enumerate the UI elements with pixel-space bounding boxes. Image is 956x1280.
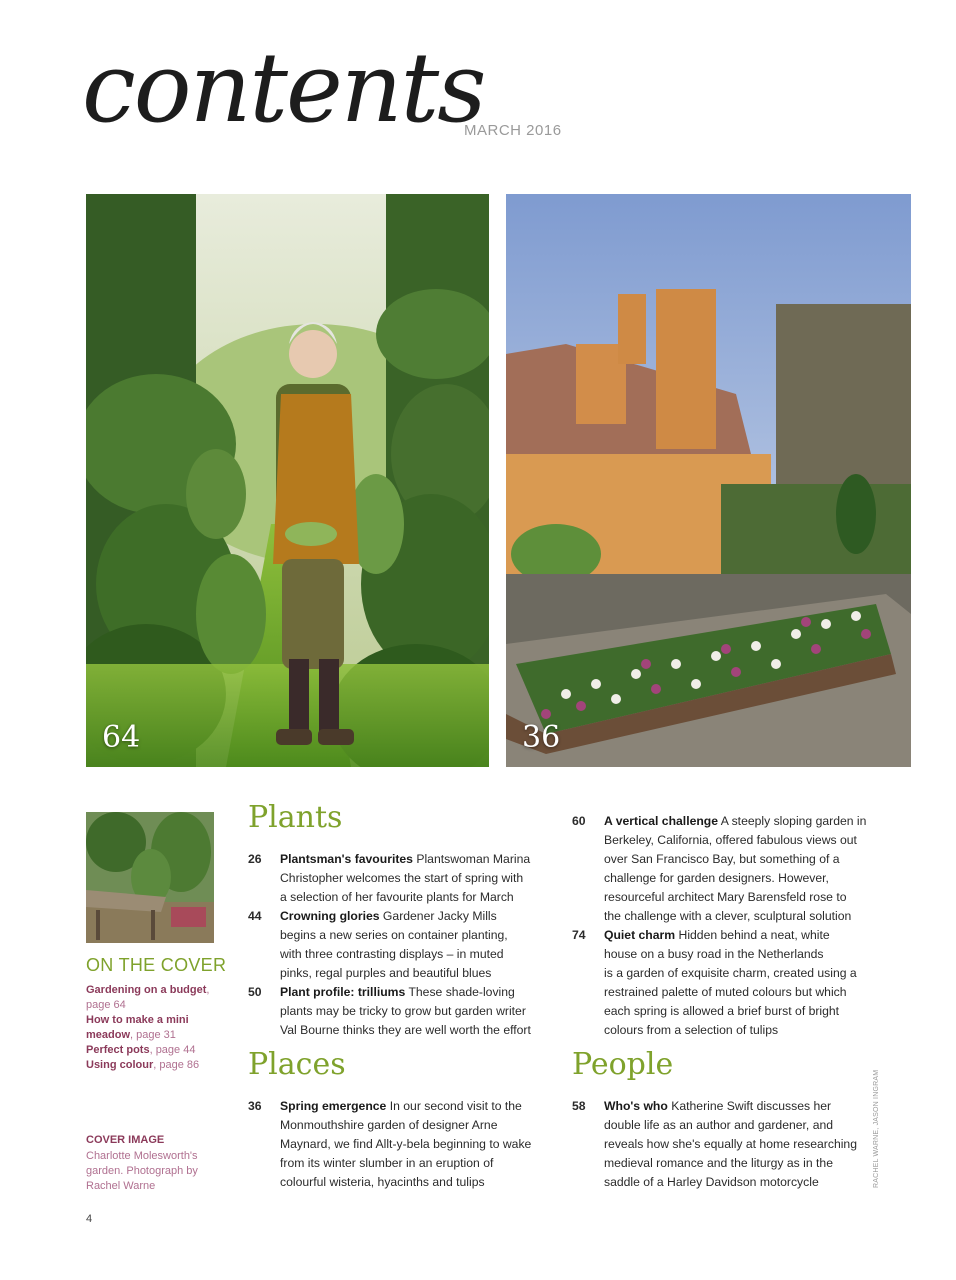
cover-line[interactable]: How to make a mini meadow, page 31 [86, 1014, 189, 1041]
page-number: 4 [86, 1213, 93, 1225]
cover-line[interactable]: Using colour, page 86 [86, 1059, 200, 1071]
section-heading-people: People [572, 1047, 674, 1082]
cover-thumbnail[interactable] [86, 812, 214, 943]
gardener-photo-image [86, 194, 489, 767]
photo-page-number-64: 64 [102, 720, 141, 755]
on-the-cover-heading: ON THE COVER [86, 955, 227, 975]
cover-image-caption: Charlotte Molesworth's garden. Photograph by Rachel Warne [86, 1150, 198, 1192]
section-heading-places: Places [248, 1047, 346, 1082]
feature-photo-gardener[interactable] [86, 194, 489, 767]
section-heading-plants: Plants [248, 800, 343, 835]
page-title: contents [82, 32, 485, 144]
photo-page-number-36: 36 [522, 720, 561, 755]
cover-image-heading: COVER IMAGE [86, 1134, 165, 1146]
photo-credit: RACHEL WARNE, JASON INGRAM [873, 1069, 880, 1188]
cover-thumbnail-image [86, 812, 214, 943]
issue-date: MARCH 2016 [464, 122, 562, 139]
cover-line[interactable]: Gardening on a budget, page 64 [86, 984, 210, 1011]
cover-lines-list [86, 983, 226, 1073]
feature-photo-tulip-garden[interactable] [506, 194, 911, 767]
cover-line[interactable]: Perfect pots, page 44 [86, 1044, 196, 1056]
tulip-garden-photo-image [506, 194, 911, 767]
